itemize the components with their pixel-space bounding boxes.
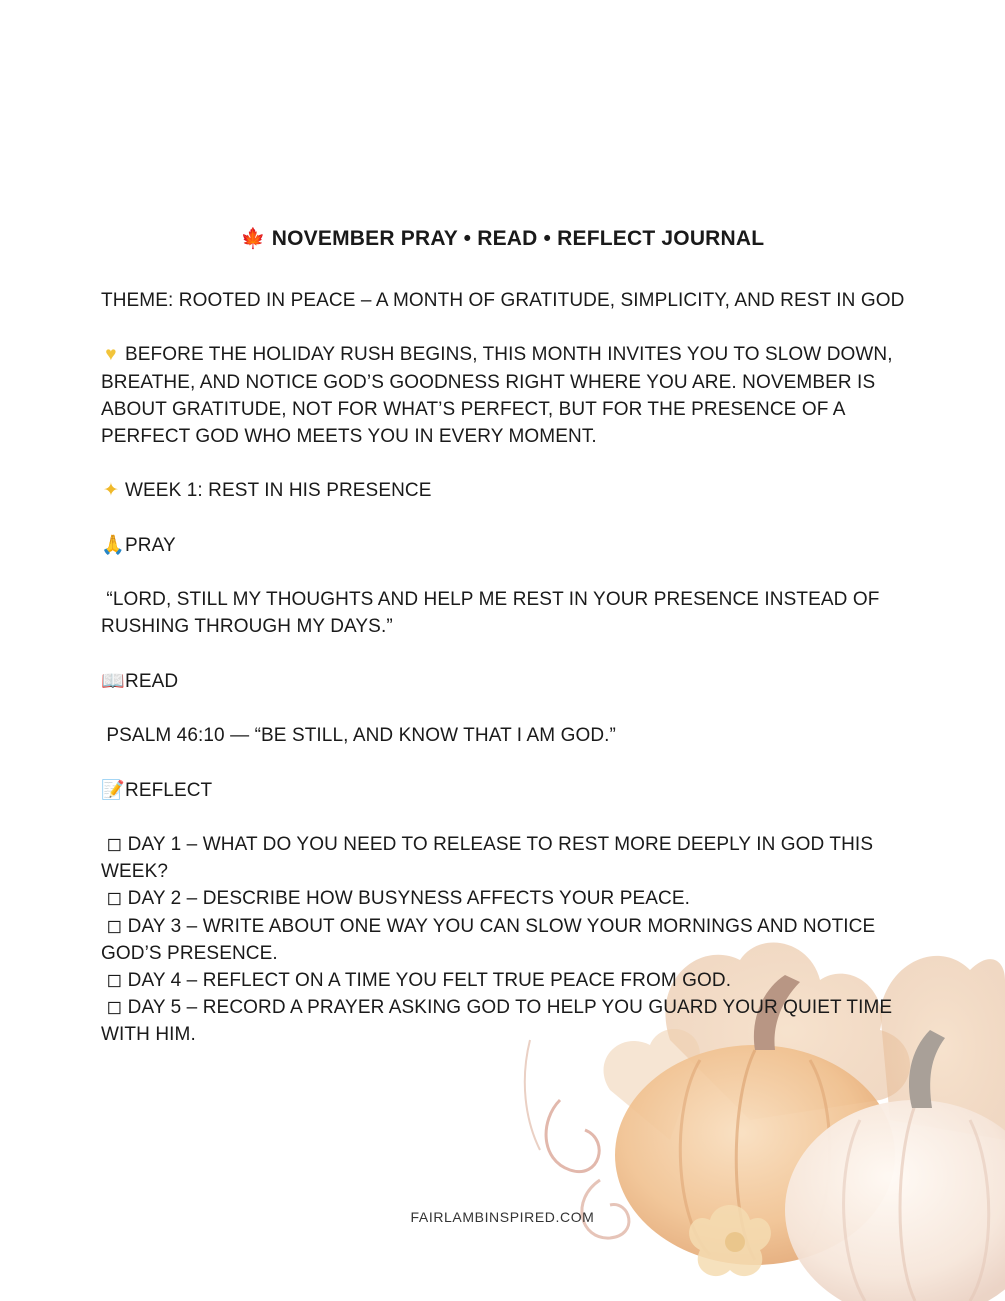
maple-leaf-icon: 🍁: [240, 228, 266, 250]
theme-text: THEME: ROOTED IN PEACE – A MONTH OF GRATITUDE, SIMPLICITY, AND REST IN GOD: [101, 290, 905, 311]
yellow-heart-icon: ♥: [105, 344, 117, 366]
intro-paragraph: [101, 341, 911, 450]
page-title-text: NOVEMBER PRAY • READ • REFLECT JOURNAL: [271, 227, 765, 250]
reflect-day-3: ◻ DAY 3 – WRITE ABOUT ONE WAY YOU CAN SLOW YOUR MORNINGS AND NOTICE GOD’S PRESENCE.: [101, 915, 881, 964]
read-heading: [101, 668, 911, 695]
pray-heading: [101, 532, 911, 559]
week-label: WEEK 1: REST IN HIS PRESENCE: [125, 480, 432, 502]
reflect-day-5: ◻ DAY 5 – RECORD A PRAYER ASKING GOD TO HELP YOU GUARD YOUR QUIET TIME WITH HIM.: [101, 997, 898, 1046]
open-book-icon: 📖: [101, 670, 125, 692]
journal-content: [101, 287, 911, 1049]
week-heading: [101, 477, 911, 504]
pray-heading-text: PRAY: [125, 534, 176, 556]
read-text: PSALM 46:10 — “BE STILL, AND KNOW THAT I AM GOD.”: [101, 725, 616, 747]
intro-text: BEFORE THE HOLIDAY RUSH BEGINS, THIS MONTH INVITES YOU TO SLOW DOWN, BREATHE, AND NOTICE GOD’S GOODNESS RIGHT WHERE YOU ARE. NOVEMBER IS ABOUT GRATITUDE, NOT FOR WHAT’S PERFECT, BUT FOR THE PRESENCE OF A PERFECT GOD WHO MEETS YOU IN EVERY MOMENT.: [101, 344, 893, 447]
reflect-heading: [101, 777, 911, 804]
memo-icon: 📝: [101, 779, 125, 801]
pray-text: “LORD, STILL MY THOUGHTS AND HELP ME REST IN YOUR PRESENCE INSTEAD OF RUSHING THROUGH MY DAYS.”: [101, 589, 885, 638]
sparkles-icon: ✦: [102, 480, 120, 502]
reflect-heading-text: REFLECT: [125, 779, 213, 801]
praying-hands-icon: 🙏: [101, 534, 125, 556]
reflect-day-2: ◻ DAY 2 – DESCRIBE HOW BUSYNESS AFFECTS YOUR PEACE.: [101, 888, 691, 910]
reflect-day-1: ◻ DAY 1 – WHAT DO YOU NEED TO RELEASE TO REST MORE DEEPLY IN GOD THIS WEEK?: [101, 833, 879, 883]
page-title: [0, 226, 1005, 251]
read-heading-text: READ: [125, 670, 179, 692]
reflect-day-4: ◻ DAY 4 – REFLECT ON A TIME YOU FELT TRUE PEACE FROM GOD.: [101, 969, 732, 991]
footer-website: FAIRLAMBINSPIRED.COM: [410, 1209, 595, 1225]
